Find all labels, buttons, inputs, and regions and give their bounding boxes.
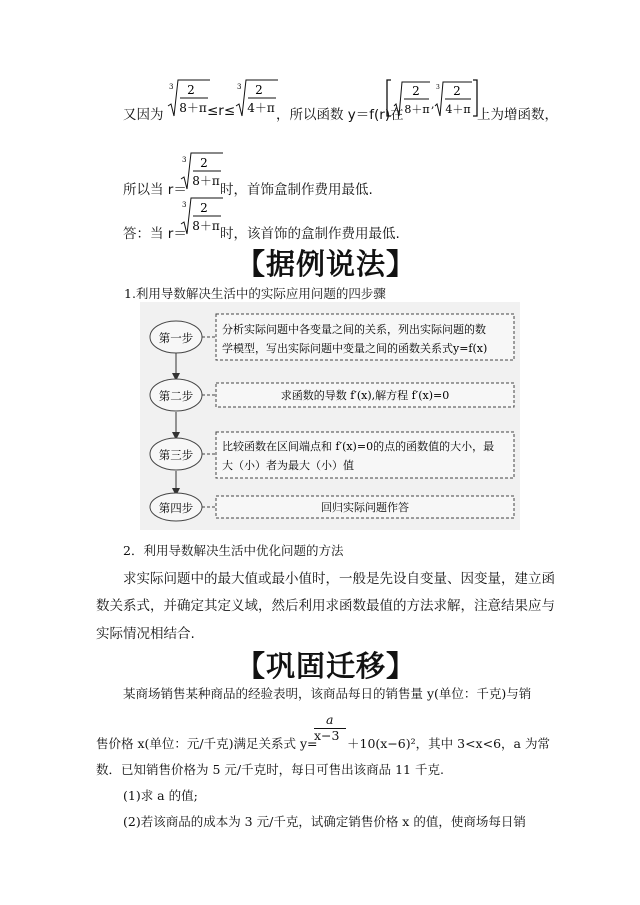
step-3-label: 第三步	[158, 448, 194, 462]
step-1-label: 第一步	[158, 331, 194, 345]
text-line2-a: 所以当 r＝	[123, 182, 187, 198]
fraction-denominator: x−3	[314, 728, 340, 743]
text-line1-d: 上为增函数，	[477, 107, 558, 123]
svg-text:2: 2	[453, 84, 461, 98]
practice-line-2-b: ＋10(x−6)²，其中 3<x<6，a 为常	[347, 736, 550, 751]
svg-text:,: ,	[431, 98, 435, 111]
section2-title: 2．利用导数解决生活中优化问题的方法	[123, 543, 344, 558]
practice-line-2-a: 售价格 x(单位：元/千克)满足关系式 y=	[96, 736, 318, 751]
text-line3-a: 答：当 r＝	[123, 226, 187, 242]
svg-text:2: 2	[255, 83, 263, 97]
question-2: (2)若该商品的成本为 3 元/千克，试确定销售价格 x 的值，使商场每日销	[123, 814, 526, 829]
flowchart	[140, 302, 520, 530]
svg-text:4＋π: 4＋π	[445, 103, 471, 116]
section2-para-line-3: 实际情况相结合.	[96, 626, 195, 642]
radical-8pi-2	[179, 149, 224, 193]
interval-bracket	[386, 76, 478, 120]
svg-text:2: 2	[412, 84, 420, 98]
fraction-numerator: a	[326, 712, 334, 727]
svg-text:8＋π: 8＋π	[192, 219, 220, 233]
step-2-label: 第二步	[158, 389, 194, 403]
question-1: (1)求 a 的值;	[123, 788, 198, 803]
radical-8pi-1	[166, 76, 211, 120]
step-4-label: 第四步	[158, 501, 194, 515]
svg-text:3: 3	[182, 201, 187, 209]
section-heading-practice: 【巩固迁移】	[236, 649, 417, 683]
svg-text:8＋π: 8＋π	[404, 103, 430, 116]
svg-text:3: 3	[237, 83, 242, 91]
text-line3-b: 时，该首饰的盒制作费用最低.	[220, 226, 400, 242]
step-1-desc-2: 学模型，写出实际问题中变量之间的函数关系式y=f(x)	[222, 342, 488, 355]
svg-text:2: 2	[200, 201, 208, 215]
radical-8pi-3	[179, 194, 224, 238]
svg-text:8＋π: 8＋π	[192, 174, 220, 188]
step-1-desc-1: 分析实际问题中各变量之间的关系，列出实际问题的数	[222, 323, 486, 336]
svg-text:4＋π: 4＋π	[247, 101, 275, 115]
section2-para-line-1: 求实际问题中的最大值或最小值时，一般是先设自变量、因变量，建立函	[123, 571, 555, 587]
svg-text:3: 3	[169, 83, 174, 91]
practice-line-3: 数．已知销售价格为 5 元/千克时，每日可售出该商品 11 千克.	[96, 762, 444, 777]
step-2-desc: 求函数的导数 f′(x),解方程 f′(x)=0	[280, 389, 450, 402]
svg-text:2: 2	[187, 83, 195, 97]
step-3-desc-1: 比较函数在区间端点和 f′(x)=0的点的函数值的大小，最	[222, 440, 495, 453]
text-line2-b: 时，首饰盒制作费用最低.	[220, 182, 373, 198]
svg-text:8＋π: 8＋π	[179, 101, 207, 115]
radical-4pi-1	[234, 76, 279, 120]
text-line1-a: 又因为	[123, 107, 164, 123]
section2-para-line-2: 数关系式，并确定其定义域，然后利用求函数最值的方法求解，注意结果应与	[96, 598, 555, 614]
practice-line-1: 某商场销售某种商品的经验表明，该商品每日的销售量 y(单位：千克)与销	[123, 686, 532, 701]
text-line1-b: ≤r≤	[207, 103, 236, 119]
svg-text:3: 3	[436, 84, 440, 91]
section-subtitle-steps: 1.利用导数解决生活中的实际应用问题的四步骤	[124, 286, 386, 301]
text-line1-c: ，所以函数 y＝f(r)在	[276, 107, 404, 123]
svg-text:3: 3	[182, 156, 187, 164]
section-heading-examples: 【据例说法】	[236, 247, 417, 281]
svg-text:2: 2	[200, 156, 208, 170]
step-3-desc-2: 大（小）者为最大（小）值	[222, 459, 354, 472]
step-4-desc: 回归实际问题作答	[321, 501, 409, 514]
